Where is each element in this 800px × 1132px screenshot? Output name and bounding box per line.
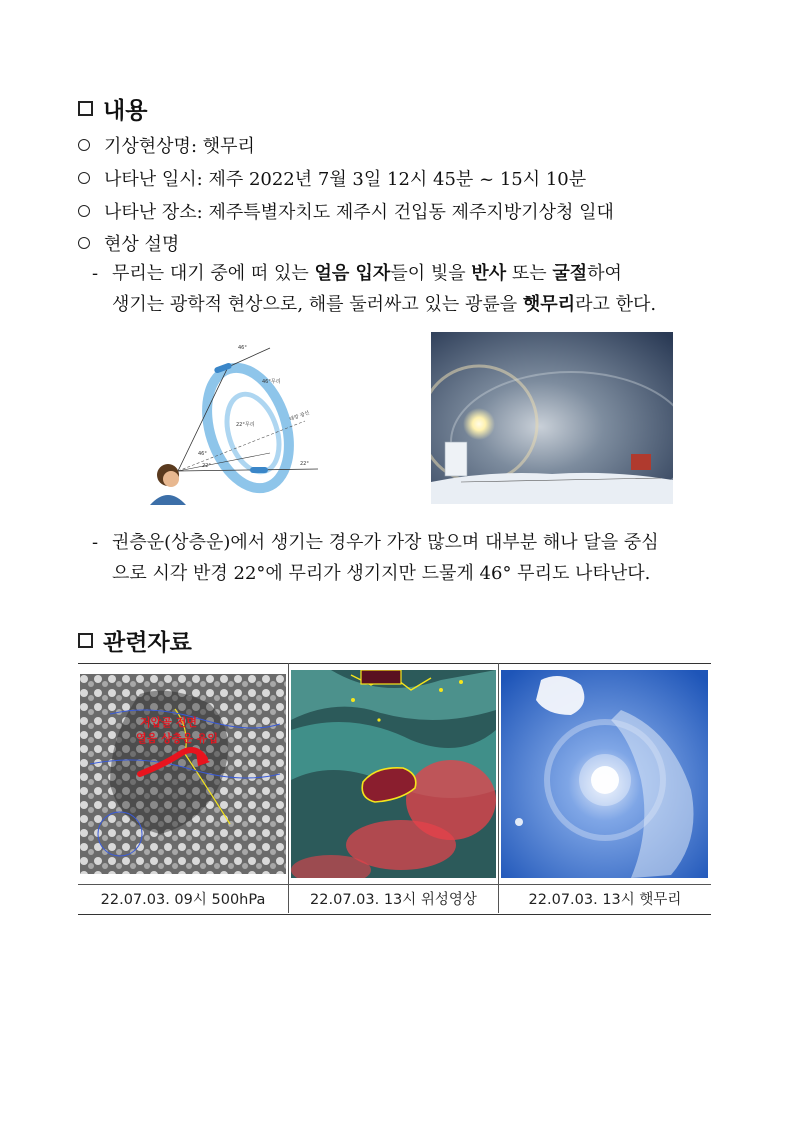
list-item bbox=[78, 165, 586, 191]
desc-text: 권층운(상층운)에서 생기는 경우가 가장 많으며 대부분 해나 달을 중심 bbox=[112, 532, 659, 553]
section-title-content bbox=[78, 92, 147, 125]
caption-weather-map: 22.07.03. 09시 500hPa bbox=[100, 891, 266, 908]
list-item bbox=[78, 198, 614, 224]
weather-map-image bbox=[80, 674, 286, 874]
circle-bullet-icon bbox=[78, 139, 90, 151]
ice-crystal bbox=[250, 467, 268, 473]
building bbox=[445, 442, 467, 476]
item-text: 나타난 장소: 제주특별자치도 제주시 건입동 제주지방기상청 일대 bbox=[104, 202, 614, 223]
desc-text: 하여 bbox=[587, 263, 622, 284]
table-divider bbox=[498, 663, 499, 913]
description-paragraph-2: - 권층운(상층운)에서 생기는 경우가 가장 많으며 대부분 해나 달을 중심 으로 시각 반경 22°에 무리가 생기지만 드물게 46° 무리도 나타난다. bbox=[92, 532, 659, 584]
halo-22-label: 22°무리 bbox=[236, 422, 255, 428]
sunlight-label: 태양 광선 bbox=[288, 410, 311, 423]
caption-satellite: 22.07.03. 13시 위성영상 bbox=[310, 891, 477, 908]
desc-text: 또는 bbox=[506, 263, 553, 284]
satellite-svg bbox=[291, 670, 496, 878]
map-label-inflow: 열음 상층운 유입 bbox=[136, 732, 219, 745]
bold-term: 햇무리 bbox=[522, 294, 576, 315]
desc-text: 으로 시각 반경 22°에 무리가 생기지만 드물게 46° 무리도 나타난다. bbox=[112, 563, 651, 584]
angle-label-46: 46° bbox=[238, 345, 247, 351]
red-building bbox=[631, 454, 651, 470]
item-text: 기상현상명: 햇무리 bbox=[104, 136, 255, 157]
description-paragraph-1: - 무리는 대기 중에 떠 있는 얼음 입자들이 빛을 반사 또는 굴절하여 생기는 광학적 현상으로, 해를 둘러싸고 있는 광륜을 햇무리라고 한다. bbox=[92, 263, 657, 315]
weather-map-svg bbox=[80, 674, 286, 874]
bold-term: 얼음 입자 bbox=[314, 263, 391, 284]
observer-face bbox=[163, 471, 179, 487]
sun-icon bbox=[463, 408, 495, 440]
square-bullet-icon bbox=[78, 101, 93, 116]
circle-bullet-icon bbox=[78, 172, 90, 184]
halo-46-label: 46°무리 bbox=[262, 379, 281, 385]
list-item bbox=[78, 230, 179, 256]
halo-sky-svg bbox=[501, 670, 708, 878]
sight-line bbox=[228, 348, 270, 367]
desc-text: 무리는 대기 중에 떠 있는 bbox=[112, 263, 315, 284]
circle-bullet-icon bbox=[78, 237, 90, 249]
satellite-image bbox=[291, 670, 496, 878]
square-bullet-icon bbox=[78, 633, 93, 648]
item-text: 현상 설명 bbox=[104, 234, 180, 255]
angle-label-46b: 46° bbox=[198, 451, 207, 457]
bold-term: 반사 bbox=[471, 263, 507, 284]
section-title-text: 관련자료 bbox=[103, 630, 192, 656]
desc-text: 생기는 광학적 현상으로, 해를 둘러싸고 있는 광륜을 bbox=[112, 294, 523, 315]
desc-text: 라고 한다. bbox=[575, 294, 657, 315]
halo-photo-svg bbox=[431, 332, 673, 504]
bold-term: 굴절 bbox=[552, 263, 588, 284]
angle-label-22b: 22° bbox=[300, 461, 309, 467]
circle-bullet-icon bbox=[78, 205, 90, 217]
angle-label-22a: 22° bbox=[202, 463, 211, 469]
section-title-related bbox=[78, 624, 192, 657]
halo-diagram-svg bbox=[140, 333, 340, 505]
desc-text: 들이 빛을 bbox=[390, 263, 472, 284]
list-item bbox=[78, 132, 255, 158]
item-text: 나타난 일시: 제주 2022년 7월 3일 12시 45분 ~ 15시 10분 bbox=[104, 169, 587, 190]
observer-body bbox=[150, 495, 186, 505]
halo-photo bbox=[431, 332, 673, 504]
halo-diagram bbox=[140, 333, 340, 505]
snow-ground bbox=[431, 473, 673, 504]
caption-halo-photo: 22.07.03. 13시 햇무리 bbox=[528, 891, 682, 908]
halo-sky-photo bbox=[501, 670, 708, 878]
section-title-text: 내용 bbox=[103, 98, 148, 124]
table-divider bbox=[288, 663, 289, 913]
map-label-trough: 저압골 전면 bbox=[140, 716, 197, 729]
